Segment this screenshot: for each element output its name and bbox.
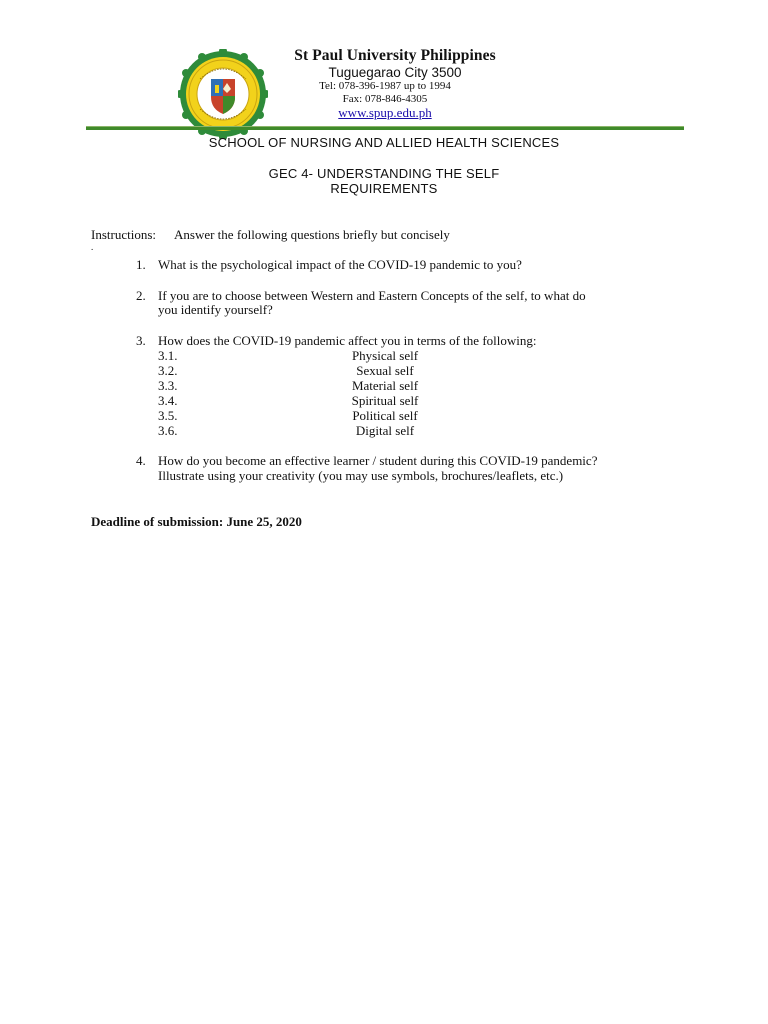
subitem-label: Sexual self [356,363,414,378]
question-text: How does the COVID-19 pandemic affect you in terms of the following: [158,333,537,348]
subitem-number: 3.4. [158,393,178,408]
question-text: If you are to choose between Western and Eastern Concepts of the self, to what do [158,288,586,303]
university-city: Tuguegarao City 3500 [328,65,462,80]
stray-mark: . [91,242,94,252]
subitem-label: Material self [351,378,419,393]
instructions-label: Instructions: [91,227,156,242]
subitem-label: Political self [352,408,418,423]
question-text: How do you become an effective learner / student during this COVID-19 pandemic? [158,453,598,468]
question-number: 1. [136,257,146,272]
subitem-number: 3.3. [158,378,178,393]
school-name: SCHOOL OF NURSING AND ALLIED HEALTH SCIENCES [208,135,560,150]
question-text-continued: you identify yourself? [158,302,273,317]
website-link[interactable]: www.spup.edu.ph [338,105,432,120]
subitem-number: 3.6. [158,423,178,438]
question-number: 2. [136,288,146,303]
instructions-text: Answer the following questions briefly but concisely [174,227,450,242]
fax-line: Fax: 078-846-4305 [342,93,428,105]
subitem-number: 3.2. [158,363,178,378]
submission-deadline: Deadline of submission: June 25, 2020 [91,514,302,529]
question-text: What is the psychological impact of the COVID-19 pandemic to you? [158,257,522,272]
subitem-number: 3.1. [158,348,178,363]
subitem-label: Digital self [355,423,415,438]
university-name: St Paul University Philippines [294,47,496,64]
question-number: 4. [136,453,146,468]
document-subtitle: REQUIREMENTS [330,181,438,196]
question-text-continued: Illustrate using your creativity (you may use symbols, brochures/leaflets, etc.) [158,468,564,483]
telephone-line: Tel: 078-396-1987 up to 1994 [319,80,451,92]
subitem-number: 3.5. [158,408,178,423]
header-divider [86,127,684,130]
question-number: 3. [136,333,146,348]
course-title: GEC 4- UNDERSTANDING THE SELF [268,166,500,181]
subitem-label: Physical self [351,348,419,363]
subitem-label: Spiritual self [351,393,419,408]
